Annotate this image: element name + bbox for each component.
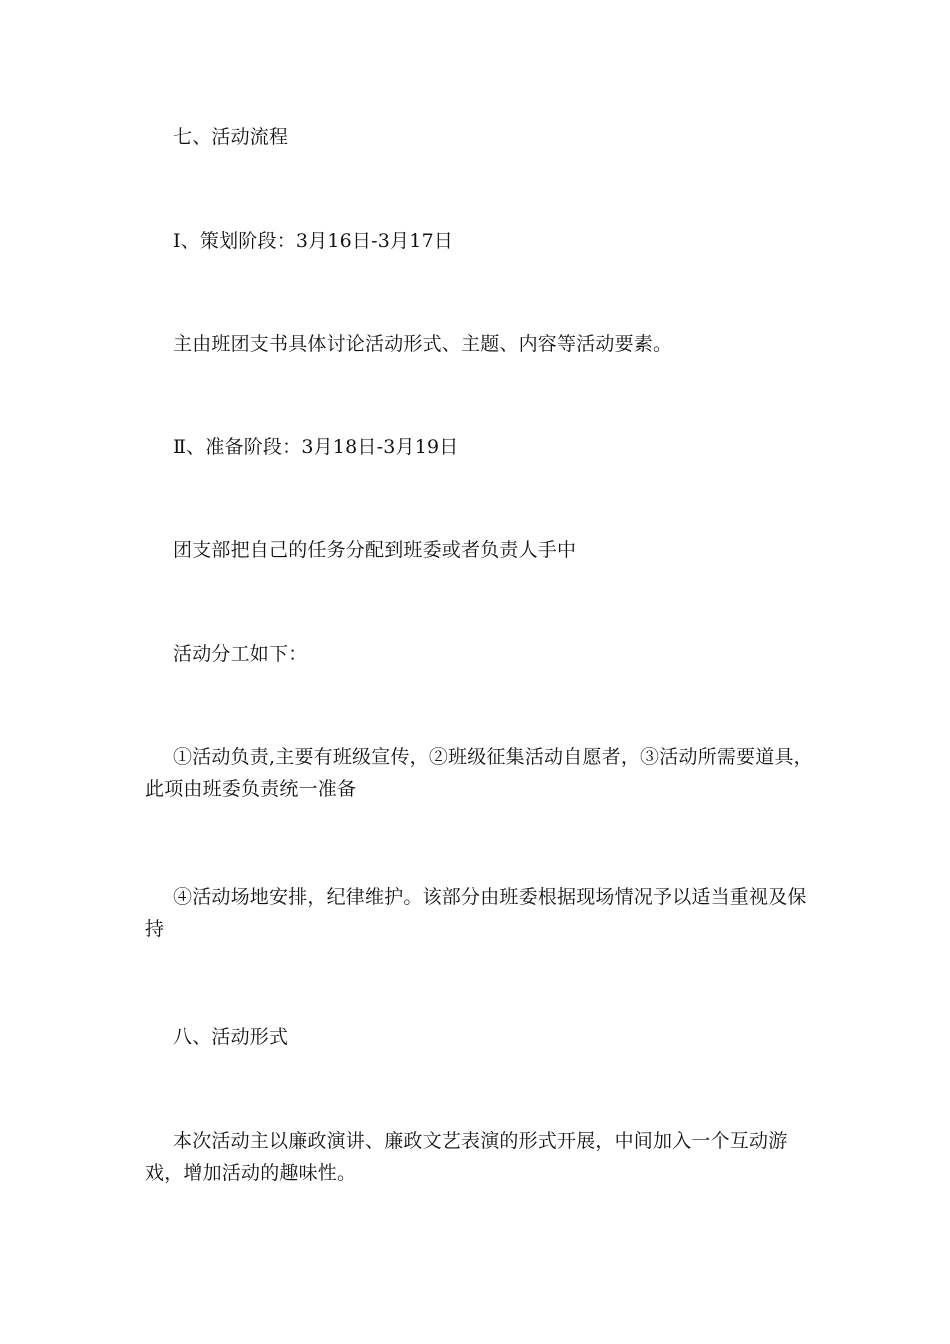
stage-heading-planning: Ⅰ、策划阶段：3月16日-3月17日 (173, 230, 454, 252)
paragraph-activity-form-detail: 本次活动主以廉政演讲、廉政文艺表演的形式开展，中间加入一个互动游戏，增加活动的趣味性。 (145, 1130, 788, 1184)
paragraph-division-item-4: ④活动场地安排，纪律维护。该部分由班委根据现场情况予以适当重视及保持 (145, 886, 807, 940)
paragraph-division-intro: 活动分工如下： (173, 643, 308, 665)
section-heading-activity-form: 八、活动形式 (173, 1026, 289, 1048)
stage-heading-preparation: Ⅱ、准备阶段：3月18日-3月19日 (173, 436, 459, 458)
section-heading-activity-process: 七、活动流程 (173, 126, 289, 148)
paragraph-task-assignment: 团支部把自己的任务分配到班委或者负责人手中 (173, 539, 577, 561)
paragraph-division-items-1-3: ①活动负责,主要有班级宣传，②班级征集活动自愿者，③活动所需要道具，此项由班委负责统一准备 (145, 746, 813, 800)
paragraph-planning-detail: 主由班团支书具体讨论活动形式、主题、内容等活动要素。 (173, 333, 673, 355)
